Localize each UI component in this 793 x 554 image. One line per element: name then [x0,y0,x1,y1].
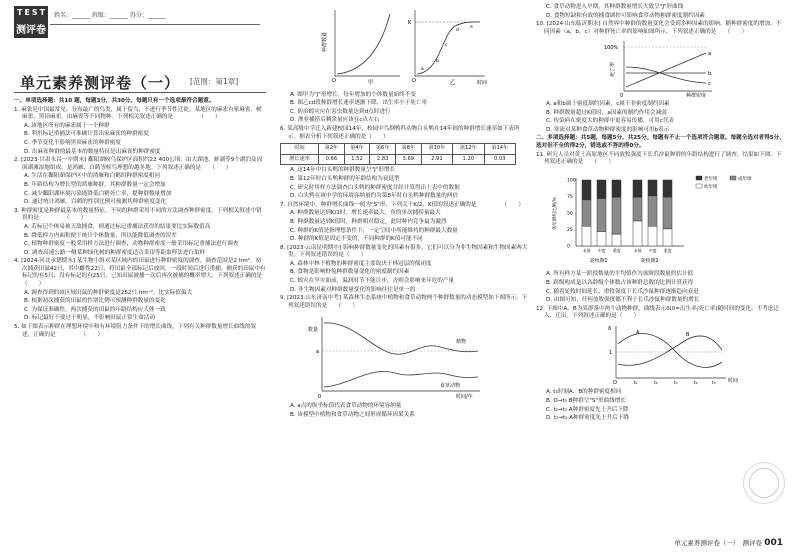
q11-bar [582,200,591,226]
chart-top-ylabel: 种群数量 [322,31,328,52]
chart10-label-c: c [708,81,711,88]
col1-paragraph: D. 通过统计鸿雁、白鹤的性别比例可预测其种群密度变化 [24,199,167,206]
table-q6-cell: 2.91 [421,154,452,165]
curve-B [618,336,722,365]
q11-legend-swatch [696,176,702,180]
col3d-paragraph: D. t₁→t₅ A种群密度先上升后下降 [546,415,629,422]
col2b-paragraph: B. 第12年时白头鹎种群的年龄结构为衰退型 [290,175,400,182]
col2b-paragraph: C. 种群的K值是指理想条件下，一定空间中所能维持的种群最大数量 [290,227,458,234]
column-2-text-a [280,92,528,142]
q11-bar [582,180,591,200]
q11-group-label: 轮牧期1 [590,258,608,264]
chart10-origin: 0 [620,93,624,98]
col1-paragraph: C. 减少鄱阳湖环境污染能降低白鹤死亡率，提种群数量增加 [24,190,172,197]
table-q6-cell: 第4年 [344,144,370,155]
col2-paragraph: C. 防治蝗灾应在害虫数量达到d点时进行 [290,108,391,115]
col2b-paragraph: D. 种群的K值是固定不变的，不同种群的K值可能不同 [290,236,423,243]
col2b-paragraph: D. 白头鹎在该中学的环境容纳量约为第8年时白头鹎种群数量的两倍 [290,193,459,200]
col1-paragraph: B. 年龄结构为增长型的鸿雁种群，其种群数量一定会增加 [24,181,166,188]
q11-category-label: 重度 [664,247,672,253]
q11-bar [597,180,606,198]
column-3-text-d [536,389,786,422]
col2b-paragraph: D. 非生物因素对种群数量变化的影响往往是单一的 [290,286,416,293]
col1-paragraph: A. 若标记个体易被天敌捕食，则通过标记重捕法获得的结果要比实际数值高 [24,223,211,230]
chart9-point-a: a [316,349,320,356]
table-q6-cell: 2.83 [370,154,396,165]
col2b-paragraph: B. 食物是影响野兔种群数量变化的密度制约因素 [290,269,410,276]
col3c-paragraph: C. 随着轮牧时间延长，重牧强度下长爪沙鼠种群逐渐趋向衰退 [546,288,699,295]
chart12-label-A: A [636,329,640,336]
table-q6-cell: 1.20 [453,154,484,165]
q11-bar [633,197,642,221]
col1-paragraph: 2. [2023·甘肃永昌一中期末] 鄱阳湖候鸟保护区面积约22 400公顷，由大湖池、蚌湖等9个湖泊及周围湖滩湿地组成，是鸿雁、白鹤等候鸟理想的越冬地。下列叙述正确的是 （ ） [14,157,263,171]
q11-bar [612,234,621,246]
page-number: 001 [764,538,783,548]
tick-t2: t₂ [654,380,658,386]
col1-paragraph: D. 调查高速公路一侧某种绿化树的种群密度适合采用等距取样法进行取样 [24,249,206,256]
footer-label: 单元素养测评卷（一） 测评卷 [674,539,763,547]
col3b-paragraph: 11. 研究人员对黄土高原地区不同放牧强度下长爪沙鼠种群的年龄结构进行了调查，结果如下图。下列叙述正确的是 （ ） [536,151,782,166]
chart12-label-B: B [686,331,690,338]
q11-legend-label: 成年组 [738,176,752,182]
col2c-paragraph: B. 该模型中植物和食草动物之间形成循环因果关系 [290,411,415,418]
col1-paragraph: A. 生活在鄱阳湖保护区中的鸿雁和白鹤的种群密度相同 [24,173,160,180]
point-a: a [421,67,424,72]
col3c-paragraph: B. 跨级构成是以各龄级个体数占该种群总数的比例计算获得 [546,279,694,286]
table-q6 [280,143,516,165]
col2c-paragraph: A. a点的纵坐标值代表食草动物的环境容纳量 [290,403,402,410]
table-q6-cell: 第10年 [421,144,452,155]
col2b-paragraph: C. 蝗灾在旱灾面前，温润时节不能让步，否则会影响来年危的产量 [290,278,455,285]
col2b-paragraph: A. 这14年中白头鹎的种群数量呈"J"形增长 [290,167,396,174]
column-3-text-a [536,4,786,36]
chart12-ylabel: δ [608,325,612,332]
col1-paragraph: 1. 麻雀是中国最常见、分布最广的鸟类，属于留鸟，不进行季节性迁徙。某地区的麻雀有家麻雀、树麻雀、黑顶麻雀，由麻雀等不同物种。下列相关叙述正确的是 （ ） [14,106,262,121]
column-1-text [14,98,291,339]
point-b: b [436,59,439,64]
q11-ytick: 75 [567,194,573,200]
chart10-xlabel: 种群密度 [686,93,707,98]
col3-paragraph: 10. [2024·山东临沂期末] 自然界中种群的数量变化会受到多种因素的影响。随种群密度的增加，不同因素（a，b，c）对种群死亡率的影响如图所示。下列叙述正确的是 （ ） [536,21,782,35]
col2b-paragraph: 7. 自然环境中，种群增长曲线一般为"S"形。下列关于K/2、K值的叙述正确的是 （ ） [280,201,524,208]
table-q6-row [281,154,516,165]
col3d-paragraph: C. t₂→t₃ A种群密度先上升后下降 [546,406,629,413]
table-q6-cell: 第6年 [370,144,396,155]
q11-bar [648,226,657,246]
col1-paragraph: D. 出麻雀种群的最基本的数量特征是出麻雀的种群密度 [24,148,161,155]
col2-paragraph: B. 图乙cd段种群增长速率逐渐下降，出生率小于死亡率 [290,100,428,107]
column-3-text-c [536,271,786,321]
column-3-text-b [536,101,786,167]
q11-bar [597,231,606,246]
col2b-paragraph: 9. [2023·山东济南中考] 某森林生态系统中植物和食草动物两个种群数量的动态模型如下图所示。下列叙述错误的是 （ ） [280,295,528,309]
col3-paragraph: C. 食草动物进入早期，其种群数量增长大致呈"J"形曲线 [546,4,684,10]
col3c-paragraph: A. 所有样方某一阶段数量的平均值作为该阶段数量的估计值 [546,271,694,278]
watermark-seal-inner [749,468,779,498]
col3b-paragraph: C. 传染病在密度大的种群中更容易传播，可用c代表 [546,118,675,125]
q11-bar [633,180,642,197]
q11-ylabel: 各年龄组比例/% [553,196,558,230]
col3d-paragraph: A. t₃时刻A、B的种群密度相同 [546,389,622,396]
col2-paragraph: A. 图甲为"J"形增长，每年增加的个体数量始终不变 [290,91,416,98]
q11-ytick: 25 [567,227,573,233]
chart12-origin: O [613,379,617,386]
table-q6-header [281,144,516,155]
col3b-paragraph: 二、多项选择题：共5题，每题5分，共25分。每题有不止一个选项符合题意。每题全选对者得5分，选对但不全的得2分，错选或不答的得0分。 [536,135,785,149]
q11-bar [663,180,672,197]
col1-paragraph: C. 季节变化不影响黑顶麻雀的种群密度 [24,139,121,146]
col1-paragraph: 4. [2024·河北承德期末] 某生物小组对某区域内的田鼠进行种群密度的调查，调查范围是2 hm²，初次捕获田鼠42只，其中雌性22只，将田鼠全部标记后放回，一段时间后进行重捕，捕获的田鼠中有标记的有5只，没有标记的有25只，已知田鼠被捕一次后再次被捕的概率增大。下列叙述正确的是 （ ） [14,258,291,288]
table-q6-cell: 增长速率 [281,154,319,165]
column-2-text-c [280,403,528,419]
chart9-ylabel: 数量 [308,327,319,334]
q11-category-label: 重度 [613,247,621,253]
col2b-paragraph: 8. [2023·云南昆明期中] 影响种群数量变化的因素有很多，它们可以分为非生物因素和生物因素两大类。下列叙述错误的是（ ） [280,244,528,259]
column-3 [536,4,786,424]
col3b-paragraph: D. 寒流对某种食草动物种群密度的影响可用b表示 [546,126,670,133]
page-title: 单元素养测评卷（一） [20,74,181,92]
q11-bar [597,198,606,231]
page-footer [674,538,783,548]
q11-category-label: 未放 [634,247,642,253]
point-d: d [456,28,459,33]
series-plant [324,323,478,354]
q11-ytick: 0 [567,244,570,250]
q11-ytick: 100 [567,178,576,184]
table-q6-cell: 第8年 [396,144,422,155]
q11-bar [648,180,657,196]
chart-top-k: K [408,20,412,26]
col3c-paragraph: D. 由图可知，任何放牧强度都不利于长爪沙鼠种群数量的增长 [546,297,700,304]
logo-bottom-text: 测评卷 [16,25,46,36]
line-c [626,67,706,83]
table-q6-cell: 第14年 [484,144,516,155]
col3b-paragraph: A. a和b属于密度制约因素，c属于非密度制约因素 [546,100,670,107]
col3c-paragraph: 12. 下图中A、B为某群落中两个动物种群，曲线表示δ(δ=出生率/死亡率)随时间的变化，不考虑迁入、迁出。下列叙述正确的是（ ） [536,305,780,320]
col1-paragraph: C. 植物种群密度一般采用样方法进行调查，动物种群密度一般采用标记重捕法进行调查 [24,241,239,248]
q11-legend-label: 幼年组 [704,184,718,190]
q11-category-label: 未放 [583,247,591,253]
q11-legend-label: 老年组 [704,176,718,182]
tick-t5: t₅ [712,380,716,386]
q11-category-label: 中度 [598,247,606,253]
chart-q9 [280,311,528,399]
chart10-ylabel: 死亡率 [610,62,616,78]
col1-paragraph: 3. 种群密度是种群最基本的数量特征，不同的种群采用不同的方法调查种群密度。下列相关叙述中错误的是 （ ） [14,207,262,222]
chart-top-origin-b: O [412,78,416,84]
chart-q12 [536,322,786,386]
q11-ytick: 50 [567,211,573,217]
col2-paragraph: D. 渔业捕捞后剩余量应该在c点左右 [290,117,380,124]
tick-t1: t₁ [634,380,638,386]
col1-paragraph: 5. 如下图表示种群在理想环境中和有环境阻力条件下的增长曲线，下列有关种群数量增长曲线的叙述，正确的是 （ ） [14,324,257,338]
chart-q11 [536,168,786,268]
column-1 [14,98,291,340]
col2b-paragraph: B. 种群数量达到K值时，种群相对稳定，此时种内竞争最为激烈 [290,218,447,225]
chart12-xlabel: 时间 [728,377,739,384]
chart-q10 [536,37,786,97]
col2b-paragraph: A. 种群数量达到K/2时，增长速率最大，鱼的单次捕捞量最大 [290,210,441,217]
col3b-paragraph: B. 种群数量超过K值时，a因素的制约作用会减弱 [546,109,667,116]
j-curve [337,14,390,74]
chart-top-label-a: 甲 [368,80,374,86]
q11-legend-swatch [696,184,702,188]
col2b-paragraph: A. 森林中林下植物的种群密度主要取决于林冠层的郁闭度 [290,260,432,267]
q11-bar [582,226,591,246]
table-q6-cell: 3.69 [396,154,422,165]
q11-bar [612,180,621,197]
page-range: [范围：第1章] [190,77,239,86]
table-q6-cell: 0.66 [319,154,345,165]
col2-paragraph: 6. 某高级中学迁入新建校园14年，校园中鸟纲鸭科动物白头鹎在14年间的种群增长速率如下表所示。据表分析下列叙述正确的是（ ） [280,125,520,140]
chart10-ytop: 100% [604,45,619,52]
chart10-label-b: b [708,71,712,78]
col2b-paragraph: C. 研究时用样方法调查白头鹎的种群密度并经计算得出上表中的数据 [290,184,460,191]
col1-paragraph: B. 利用标记重捕法可准确计算出家麻雀的种群密度 [24,131,149,138]
col1-paragraph: B. 根据初次捕获的田鼠的性别比例可预测种群数量的变化 [24,298,166,305]
col3d-paragraph: B. O→t₅ B种群呈"S"形曲线增长 [546,398,626,405]
chart9-xlabel: 时间/年 [456,394,473,400]
chart10-label-a: a [708,51,712,58]
chart9-origin: 0 [318,394,322,400]
q11-bar [648,196,657,226]
col1-paragraph: D. 标记最好不要过于明显，不影响田鼠正常生命活动 [24,315,155,322]
title-divider [14,92,266,93]
column-2 [280,4,528,420]
chart9-series-plant: 植物 [456,339,467,346]
table-q6-cell: 1.52 [344,154,370,165]
col1-paragraph: A. 调查得到的该区域田鼠的种群密度是252只·hm⁻²，比实际值偏大 [24,289,193,296]
student-info-fields: 姓名：______ 班级：______ 得分：______ [54,12,166,19]
q11-group-label: 轮牧期2 [641,258,659,264]
col3-paragraph: D. 食物短缺和有效的捕食调控可影响食草动物种群密度制约因素 [546,12,705,19]
q11-bar [663,229,672,246]
table-q6-cell: 0.03 [484,154,516,165]
col1-paragraph: C. 为保证准确性，两次捕获的田鼠的年龄结构应大体一致 [24,306,166,313]
tick-t3: t₃ [674,380,678,386]
q11-bar [663,197,672,229]
col1-paragraph: A. 该地区所有的麻雀属于一个种群 [24,122,110,129]
q11-category-label: 中度 [649,247,657,253]
column-2-text-b [280,167,528,310]
q11-bar [633,221,642,246]
table-q6-cell: 时间 [281,144,319,155]
tick-t4: t₄ [694,380,698,386]
q11-legend-swatch [730,176,736,180]
point-c: c [445,43,448,48]
header-divider [50,24,260,25]
chart-top-label-b: 乙 [450,80,456,86]
chart-top-xlabel: 时间 [477,80,488,86]
col1-paragraph: B. 降低样方内面积便于统计个体数量，所以能降低调查的误差 [24,232,177,239]
chart9-series-herbivore: 食草动物 [440,383,461,390]
chart-top-origin-a: O [332,78,336,84]
table-q6-cell: 第12年 [453,144,484,155]
point-e: e [470,25,473,30]
chart12-ytick: 1 [609,349,613,356]
col1-paragraph: 一、单项选择题：共10 题，每题3分，共30分。每题只有一个选项最符合题意。 [14,98,215,104]
q11-bar [612,197,621,234]
logo-top-text: TEST [17,8,48,17]
growth-curve-figure [280,4,528,88]
table-q6-cell: 第2年 [319,144,345,155]
brand-logo [14,6,48,38]
